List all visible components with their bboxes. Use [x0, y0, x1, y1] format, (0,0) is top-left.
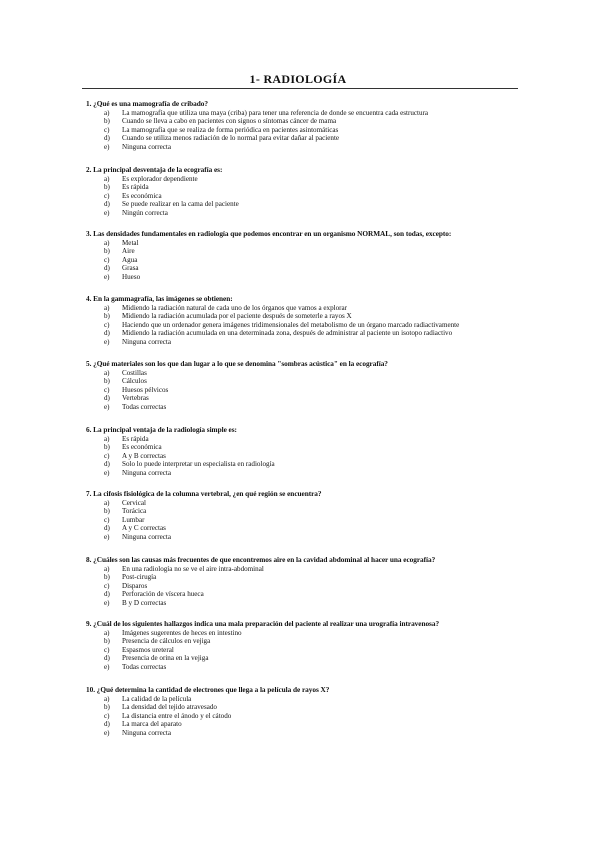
- option-list: [86, 435, 526, 478]
- option-text: Huesos pélvicos: [122, 385, 169, 394]
- question-text: 7. La cifosis fisiológica de la columna vertebral, ¿en qué región se encuentra?: [86, 489, 322, 498]
- answer-option: [86, 386, 526, 395]
- answer-option: [86, 654, 526, 663]
- option-text: Es rápida: [122, 434, 149, 443]
- question-block: [86, 360, 526, 412]
- question-block: [86, 490, 526, 542]
- option-text: B y D correctas: [122, 598, 167, 607]
- question-text: 4. En la gammagrafía, las imágenes se obtienen:: [86, 294, 233, 303]
- answer-option: [86, 720, 526, 729]
- option-text: Perforación de víscera hueca: [122, 590, 204, 599]
- option-text: Es económica: [122, 191, 162, 200]
- answer-option: [86, 533, 526, 542]
- answer-option: [86, 629, 526, 638]
- option-text: Cuando se utiliza menos radiación de lo normal para evitar dañar al paciente: [122, 134, 340, 143]
- answer-option: [86, 143, 526, 152]
- option-letter: c): [104, 320, 110, 329]
- answer-option: [86, 321, 526, 330]
- option-text: Midiendo la radiación acumulada por el paciente después de someterle a rayos X: [122, 312, 352, 321]
- option-letter: d): [104, 720, 110, 729]
- option-letter: c): [104, 515, 110, 524]
- option-list: [86, 239, 526, 282]
- option-letter: a): [104, 498, 110, 507]
- option-text: Agua: [122, 255, 138, 264]
- option-text: Metal: [122, 238, 139, 247]
- answer-option: [86, 329, 526, 338]
- answer-option: [86, 369, 526, 378]
- option-text: Vertebras: [122, 394, 149, 403]
- answer-option: [86, 175, 526, 184]
- question-text: 6. La principal ventaja de la radiología simple es:: [86, 425, 237, 434]
- answer-option: [86, 403, 526, 412]
- answer-option: [86, 239, 526, 248]
- option-letter: a): [104, 108, 110, 117]
- option-letter: b): [104, 637, 110, 646]
- option-letter: d): [104, 654, 110, 663]
- answer-option: [86, 637, 526, 646]
- option-text: Ninguna correcta: [122, 532, 172, 541]
- answer-option: [86, 264, 526, 273]
- answer-option: [86, 590, 526, 599]
- answer-option: [86, 460, 526, 469]
- answer-option: [86, 312, 526, 321]
- option-letter: d): [104, 524, 110, 533]
- option-text: Solo lo puede interpretar un especialista en radiología: [122, 460, 275, 469]
- option-text: La calidad de la película: [122, 694, 192, 703]
- answer-option: [86, 507, 526, 516]
- option-text: Ninguna correcta: [122, 142, 172, 151]
- answer-option: [86, 582, 526, 591]
- option-list: [86, 629, 526, 672]
- option-text: Grasa: [122, 264, 139, 273]
- answer-option: [86, 469, 526, 478]
- option-text: Ninguna correcta: [122, 337, 172, 346]
- question-text: 2. La principal desventaja de la ecografía es:: [86, 165, 223, 174]
- option-text: A y C correctas: [122, 524, 166, 533]
- option-letter: b): [104, 703, 110, 712]
- option-letter: c): [104, 451, 110, 460]
- option-text: Midiendo la radiación acumulada en una determinada zona, después de administrar al paciente un isotopo radiactivo: [122, 329, 453, 338]
- question-block: [86, 620, 526, 672]
- option-letter: c): [104, 255, 110, 264]
- question-block: [86, 556, 526, 608]
- answer-option: [86, 192, 526, 201]
- question-block: [86, 230, 526, 282]
- answer-option: [86, 209, 526, 218]
- option-list: [86, 499, 526, 542]
- option-text: Ninguna correcta: [122, 468, 172, 477]
- option-text: Cuando se lleva a cabo en pacientes con signos o síntomas cáncer de mama: [122, 117, 337, 126]
- answer-option: [86, 663, 526, 672]
- option-letter: e): [104, 272, 110, 281]
- option-text: Ninguna correcta: [122, 728, 172, 737]
- option-text: La mamografía que se realiza de forma periódica en pacientes asintomáticas: [122, 125, 339, 134]
- option-letter: b): [104, 312, 110, 321]
- option-text: Es rápida: [122, 183, 149, 192]
- option-text: Midiendo la radiación natural de cada uno de los órganos que vamos a explorar: [122, 303, 348, 312]
- option-text: Costillas: [122, 368, 147, 377]
- option-letter: b): [104, 443, 110, 452]
- answer-option: [86, 134, 526, 143]
- option-text: La marca del aparato: [122, 720, 182, 729]
- answer-option: [86, 117, 526, 126]
- option-letter: c): [104, 385, 110, 394]
- option-list: [86, 565, 526, 608]
- option-letter: e): [104, 142, 110, 151]
- option-letter: b): [104, 377, 110, 386]
- option-letter: b): [104, 247, 110, 256]
- option-text: En una radiología no se ve el aire intra-abdominal: [122, 564, 264, 573]
- answer-option: [86, 712, 526, 721]
- answer-option: [86, 573, 526, 582]
- question-block: [86, 295, 526, 347]
- option-list: [86, 695, 526, 738]
- option-text: La densidad del tejido atravesado: [122, 703, 217, 712]
- option-text: Presencia de orina en la vejiga: [122, 654, 209, 663]
- option-letter: a): [104, 174, 110, 183]
- option-text: La distancia entre el ánodo y el cátodo: [122, 711, 232, 720]
- option-text: Es explorador dependiente: [122, 174, 198, 183]
- option-letter: a): [104, 238, 110, 247]
- option-list: [86, 304, 526, 347]
- question-block: [86, 426, 526, 478]
- answer-option: [86, 452, 526, 461]
- option-letter: d): [104, 264, 110, 273]
- question-text: 3. Las densidades fundamentales en radiología que podemos encontrar en un organismo NORMAL, son todas, excepto:: [86, 229, 452, 238]
- answer-option: [86, 695, 526, 704]
- option-letter: e): [104, 337, 110, 346]
- option-letter: e): [104, 208, 110, 217]
- question-block: [86, 100, 526, 152]
- option-text: Aire: [122, 247, 135, 256]
- option-letter: b): [104, 183, 110, 192]
- answer-option: [86, 524, 526, 533]
- option-text: Lumbar: [122, 515, 145, 524]
- question-text: 9. ¿Cuál de los siguientes hallazgos indica una mala preparación del paciente al realizar una urografía intravenosa?: [86, 619, 440, 628]
- option-text: Espasmos ureteral: [122, 645, 174, 654]
- option-text: Hueso: [122, 272, 141, 281]
- answer-option: [86, 516, 526, 525]
- option-letter: d): [104, 460, 110, 469]
- answer-option: [86, 377, 526, 386]
- option-letter: e): [104, 598, 110, 607]
- answer-option: [86, 126, 526, 135]
- title-underline: [82, 88, 518, 89]
- option-letter: b): [104, 573, 110, 582]
- option-letter: e): [104, 662, 110, 671]
- option-text: Es económica: [122, 443, 162, 452]
- question-text: 8. ¿Cuáles son las causas más frecuentes de que encontremos aire en la cavidad abdominal al hacer una ecografía?: [86, 555, 436, 564]
- option-text: Todas correctas: [122, 402, 167, 411]
- option-letter: a): [104, 694, 110, 703]
- option-text: Disparos: [122, 581, 148, 590]
- answer-option: [86, 183, 526, 192]
- option-letter: d): [104, 590, 110, 599]
- option-text: Haciendo que un ordenador genera imágenes tridimensionales del metabolismo de un órgano marcado radiactivamente: [122, 320, 460, 329]
- option-letter: e): [104, 728, 110, 737]
- option-text: Torácica: [122, 507, 147, 516]
- option-text: A y B correctas: [122, 451, 166, 460]
- question-text: 1. ¿Qué es una mamografía de cribado?: [86, 99, 208, 108]
- option-letter: c): [104, 581, 110, 590]
- option-letter: b): [104, 507, 110, 516]
- option-letter: b): [104, 117, 110, 126]
- page-title: 1- RADIOLOGÍA: [249, 72, 347, 86]
- answer-option: [86, 499, 526, 508]
- answer-option: [86, 256, 526, 265]
- answer-option: [86, 247, 526, 256]
- answer-option: [86, 435, 526, 444]
- option-letter: a): [104, 368, 110, 377]
- option-letter: c): [104, 711, 110, 720]
- option-list: [86, 369, 526, 412]
- option-list: [86, 109, 526, 152]
- question-text: 5. ¿Qué materiales son los que dan lugar a lo que se denomina "sombras acústica" en la ecografía?: [86, 359, 388, 368]
- question-text: 10. ¿Qué determina la cantidad de electrones que llega a la película de rayos X?: [86, 685, 330, 694]
- answer-option: [86, 443, 526, 452]
- answer-option: [86, 729, 526, 738]
- option-letter: e): [104, 532, 110, 541]
- answer-option: [86, 109, 526, 118]
- option-list: [86, 175, 526, 218]
- option-text: Todas correctas: [122, 662, 167, 671]
- option-text: La mamografía que utiliza una maya (criba) para tener una referencia de donde se encuentra cada estructura: [122, 108, 429, 117]
- answer-option: [86, 599, 526, 608]
- answer-option: [86, 703, 526, 712]
- option-letter: d): [104, 200, 110, 209]
- answer-option: [86, 338, 526, 347]
- option-letter: e): [104, 468, 110, 477]
- option-letter: a): [104, 564, 110, 573]
- option-letter: e): [104, 402, 110, 411]
- option-text: Cálculos: [122, 377, 147, 386]
- option-letter: a): [104, 434, 110, 443]
- question-block: [86, 686, 526, 738]
- option-letter: c): [104, 645, 110, 654]
- option-letter: c): [104, 191, 110, 200]
- option-letter: d): [104, 134, 110, 143]
- option-text: Cervical: [122, 498, 147, 507]
- answer-option: [86, 273, 526, 282]
- option-text: Imágenes sugerentes de heces en intestino: [122, 628, 242, 637]
- option-letter: d): [104, 329, 110, 338]
- option-text: Ningún correcta: [122, 208, 168, 217]
- answer-option: [86, 304, 526, 313]
- answer-option: [86, 200, 526, 209]
- question-block: [86, 166, 526, 218]
- option-text: Post-cirugía: [122, 573, 157, 582]
- option-letter: a): [104, 303, 110, 312]
- option-letter: a): [104, 628, 110, 637]
- option-letter: d): [104, 394, 110, 403]
- option-text: Se puede realizar en la cama del paciente: [122, 200, 239, 209]
- answer-option: [86, 394, 526, 403]
- option-text: Presencia de cálculos en vejiga: [122, 637, 211, 646]
- option-letter: c): [104, 125, 110, 134]
- answer-option: [86, 646, 526, 655]
- answer-option: [86, 565, 526, 574]
